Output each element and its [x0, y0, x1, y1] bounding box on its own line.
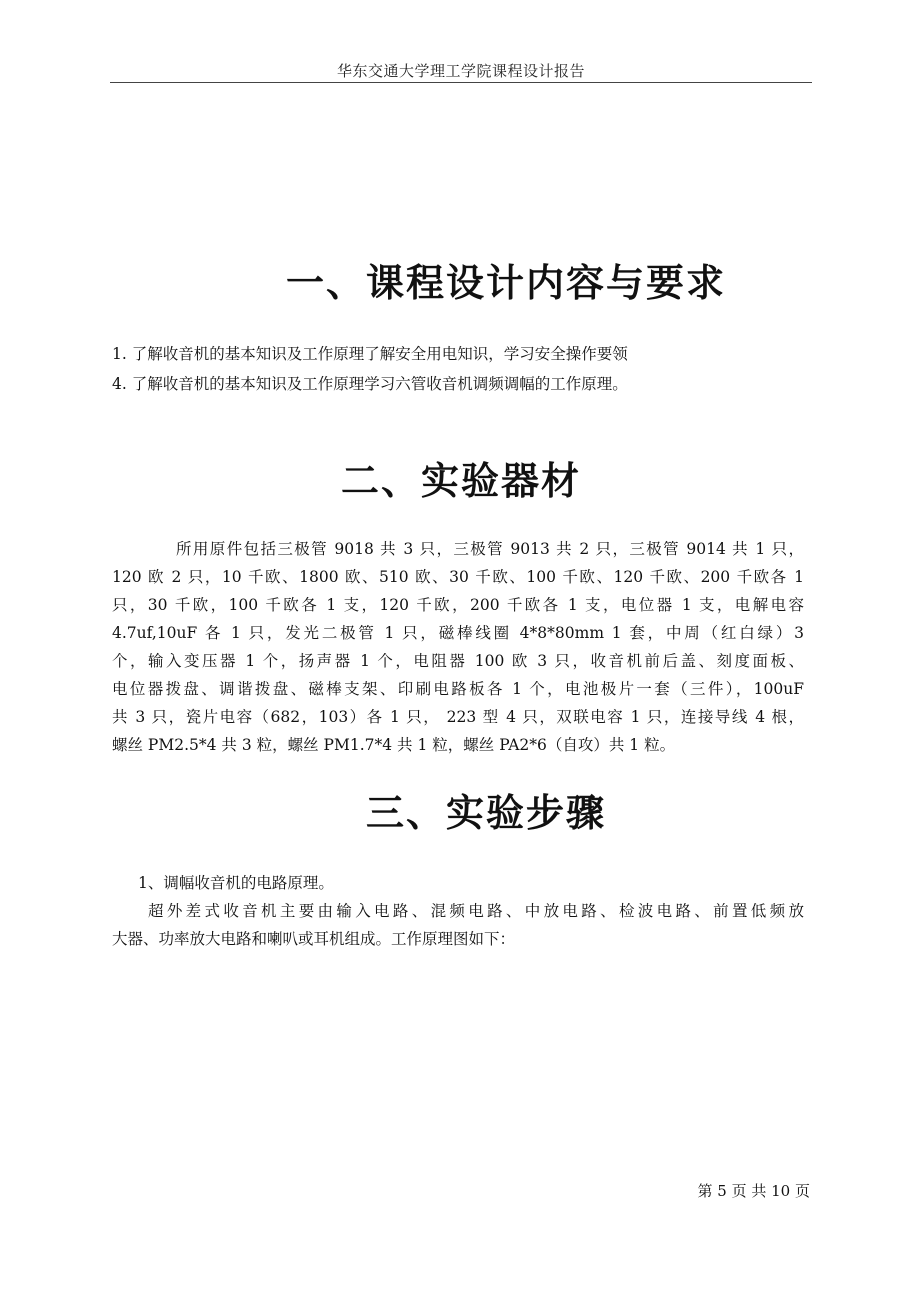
steps-paragraph-line: 大器、功率放大电路和喇叭或耳机组成。工作原理图如下： [112, 930, 516, 948]
header-rule [110, 82, 812, 83]
requirement-item: 4. 了解收音机的基本知识及工作原理学习六管收音机调频调幅的工作原理。 [112, 375, 628, 393]
page-number: 第 5 页 共 10 页 [697, 1182, 810, 1200]
page-header: 华东交通大学理工学院课程设计报告 [336, 62, 585, 80]
section-title-requirements: 一、课程设计内容与要求 [285, 261, 726, 305]
steps-subheading: 1、调幅收音机的电路原理。 [138, 874, 334, 892]
equipment-paragraph-line: 个，输入变压器 1 个，扬声器 1 个，电阻器 100 欧 3 只，收音机前后盖、刻度面板、 [112, 652, 804, 670]
requirement-item: 1. 了解收音机的基本知识及工作原理了解安全用电知识，学习安全操作要领 [112, 345, 628, 363]
equipment-paragraph-line: 电位器拨盘、调谐拨盘、磁棒支架、印刷电路板各 1 个，电池极片一套（三件），100uF [112, 680, 804, 698]
equipment-paragraph-line: 共 3 只，瓷片电容（682，103）各 1 只， 223 型 4 只，双联电容 1 只，连接导线 4 根， [112, 708, 804, 726]
equipment-paragraph-line: 所用原件包括三极管 9018 共 3 只，三极管 9013 共 2 只，三极管 9014 共 1 只， [176, 540, 804, 558]
equipment-paragraph-line: 只，30 千欧，100 千欧各 1 支，120 千欧，200 千欧各 1 支，电位器 1 支，电解电容 [112, 596, 804, 614]
equipment-paragraph-line: 螺丝 PM2.5*4 共 3 粒，螺丝 PM1.7*4 共 1 粒，螺丝 PA2*6（自攻）共 1 粒。 [112, 736, 676, 754]
equipment-paragraph-line: 120 欧 2 只，10 千欧、1800 欧、510 欧、30 千欧、100 千欧、120 千欧、200 千欧各 1 [112, 568, 804, 586]
steps-paragraph-line: 超外差式收音机主要由输入电路、混频电路、中放电路、检波电路、前置低频放 [148, 902, 804, 920]
equipment-paragraph-line: 4.7uf,10uF 各 1 只，发光二极管 1 只，磁棒线圈 4*8*80mm 1 套，中周（红白绿）3 [112, 624, 804, 642]
section-title-steps: 三、实验步骤 [365, 791, 606, 835]
section-title-equipment: 二、实验器材 [340, 459, 581, 503]
